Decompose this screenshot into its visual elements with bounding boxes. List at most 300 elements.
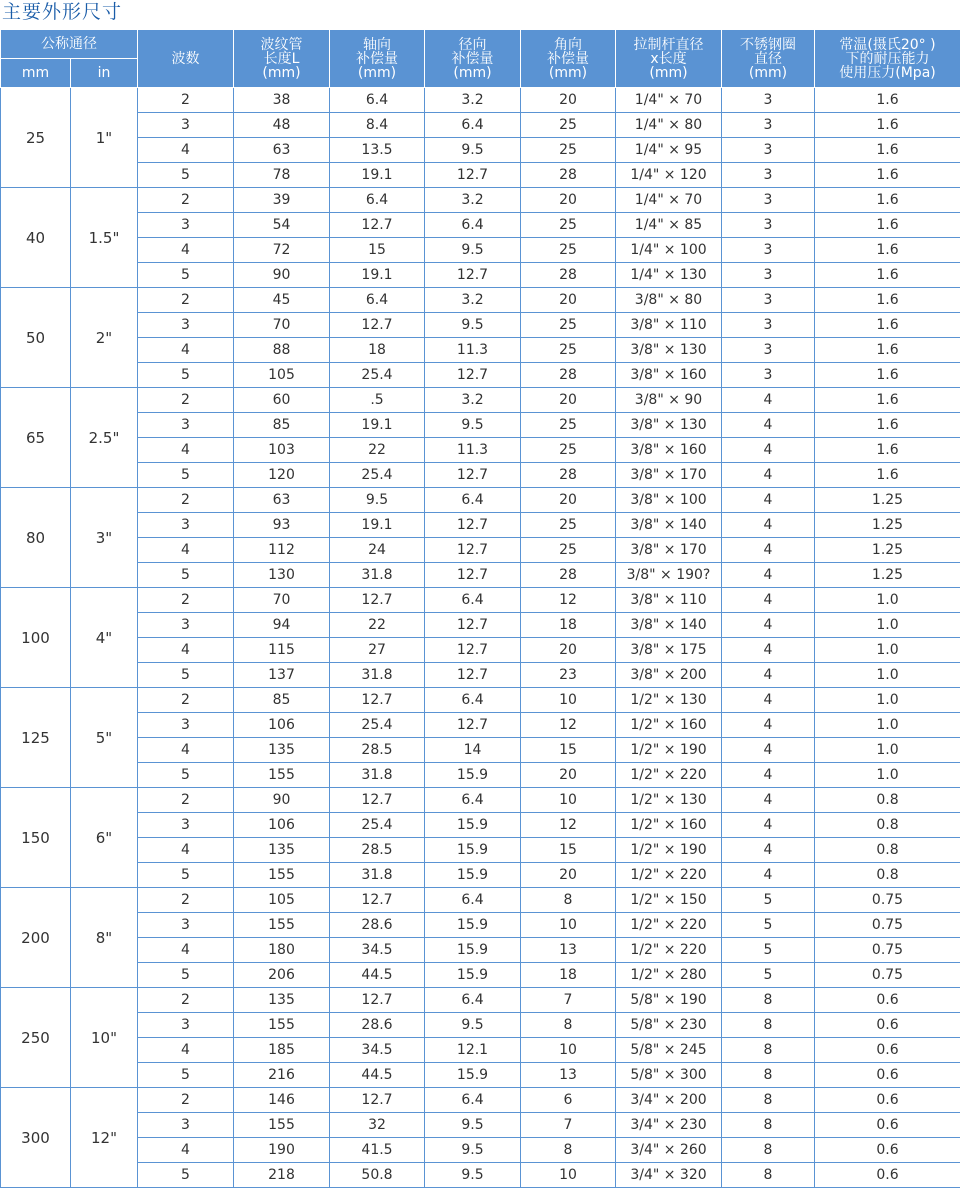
cell-axial: 28.6 [330,913,425,938]
cell-ring: 5 [722,888,815,913]
cell-axial: 6.4 [330,88,425,113]
header-line: 补偿量 [547,50,589,67]
cell-radial: 9.5 [425,1138,521,1163]
cell-nominal-in: 2.5" [71,388,138,488]
table-row [1,863,960,888]
cell-nominal-mm: 100 [1,588,71,688]
cell-radial: 3.2 [425,288,521,313]
cell-radial: 9.5 [425,138,521,163]
table-row [1,313,960,338]
cell-nominal-mm: 25 [1,88,71,188]
cell-pressure: 0.8 [815,813,960,838]
cell-waves: 2 [138,1088,234,1113]
cell-length: 115 [234,638,330,663]
cell-pressure: 1.0 [815,713,960,738]
cell-tierod: 1/2" × 160 [616,813,722,838]
cell-tierod: 1/2" × 160 [616,713,722,738]
cell-angular: 20 [521,88,616,113]
cell-tierod: 5/8" × 190 [616,988,722,1013]
cell-ring: 5 [722,963,815,988]
table-row [1,1063,960,1088]
cell-ring: 4 [722,663,815,688]
cell-axial: 12.7 [330,213,425,238]
cell-waves: 5 [138,563,234,588]
cell-length: 155 [234,863,330,888]
table-body [1,88,960,1188]
cell-axial: .5 [330,388,425,413]
cell-radial: 12.7 [425,163,521,188]
cell-angular: 18 [521,613,616,638]
cell-ring: 4 [722,813,815,838]
cell-length: 85 [234,413,330,438]
cell-angular: 20 [521,388,616,413]
cell-radial: 6.4 [425,788,521,813]
cell-tierod: 3/8" × 100 [616,488,722,513]
cell-axial: 8.4 [330,113,425,138]
cell-tierod: 1/4" × 100 [616,238,722,263]
cell-axial: 19.1 [330,163,425,188]
cell-pressure: 0.6 [815,1138,960,1163]
cell-angular: 28 [521,263,616,288]
table-row [1,238,960,263]
cell-length: 120 [234,463,330,488]
cell-nominal-in: 8" [71,888,138,988]
cell-radial: 12.7 [425,663,521,688]
cell-pressure: 0.6 [815,1063,960,1088]
cell-waves: 2 [138,588,234,613]
cell-waves: 3 [138,1113,234,1138]
cell-ring: 8 [722,1163,815,1188]
cell-length: 105 [234,888,330,913]
cell-axial: 18 [330,338,425,363]
table-row [1,838,960,863]
cell-pressure: 1.0 [815,638,960,663]
cell-angular: 18 [521,963,616,988]
cell-ring: 4 [722,538,815,563]
table-row [1,713,960,738]
cell-radial: 15.9 [425,863,521,888]
cell-tierod: 3/8" × 160 [616,438,722,463]
table-row [1,388,960,413]
cell-nominal-in: 12" [71,1088,138,1188]
cell-axial: 27 [330,638,425,663]
cell-length: 155 [234,763,330,788]
cell-ring: 4 [722,738,815,763]
cell-length: 180 [234,938,330,963]
cell-pressure: 1.6 [815,338,960,363]
cell-axial: 9.5 [330,488,425,513]
cell-axial: 25.4 [330,713,425,738]
cell-waves: 2 [138,388,234,413]
cell-radial: 6.4 [425,1088,521,1113]
cell-angular: 8 [521,888,616,913]
cell-tierod: 3/4" × 260 [616,1138,722,1163]
cell-waves: 2 [138,788,234,813]
table-row [1,563,960,588]
cell-waves: 4 [138,638,234,663]
cell-axial: 12.7 [330,313,425,338]
cell-length: 135 [234,988,330,1013]
cell-tierod: 1/2" × 220 [616,913,722,938]
cell-length: 63 [234,488,330,513]
cell-angular: 20 [521,763,616,788]
table-row [1,688,960,713]
cell-angular: 10 [521,913,616,938]
cell-axial: 12.7 [330,988,425,1013]
cell-length: 70 [234,588,330,613]
cell-radial: 6.4 [425,213,521,238]
cell-waves: 5 [138,263,234,288]
cell-angular: 28 [521,363,616,388]
cell-ring: 8 [722,1138,815,1163]
cell-tierod: 3/8" × 140 [616,513,722,538]
cell-radial: 3.2 [425,188,521,213]
table-row [1,1013,960,1038]
cell-nominal-in: 6" [71,788,138,888]
cell-waves: 5 [138,863,234,888]
table-row [1,663,960,688]
table-row [1,213,960,238]
table-row [1,513,960,538]
cell-tierod: 1/4" × 70 [616,188,722,213]
table-header [1,30,960,88]
cell-axial: 12.7 [330,1088,425,1113]
header-line: 长度L [263,50,300,67]
cell-nominal-in: 2" [71,288,138,388]
cell-radial: 12.7 [425,563,521,588]
cell-pressure: 1.6 [815,113,960,138]
header-mm: mm [1,59,71,88]
cell-angular: 7 [521,1113,616,1138]
cell-ring: 3 [722,288,815,313]
cell-length: 130 [234,563,330,588]
cell-ring: 4 [722,413,815,438]
cell-tierod: 1/2" × 220 [616,938,722,963]
cell-radial: 3.2 [425,88,521,113]
table-row [1,413,960,438]
cell-tierod: 3/8" × 175 [616,638,722,663]
cell-angular: 25 [521,338,616,363]
table-row [1,638,960,663]
cell-length: 45 [234,288,330,313]
cell-ring: 3 [722,363,815,388]
cell-ring: 8 [722,1038,815,1063]
table-row [1,463,960,488]
cell-waves: 3 [138,413,234,438]
cell-tierod: 1/4" × 85 [616,213,722,238]
cell-length: 155 [234,1013,330,1038]
cell-pressure: 1.0 [815,613,960,638]
cell-radial: 12.1 [425,1038,521,1063]
cell-axial: 41.5 [330,1138,425,1163]
cell-axial: 50.8 [330,1163,425,1188]
cell-pressure: 1.0 [815,588,960,613]
cell-angular: 6 [521,1088,616,1113]
cell-waves: 4 [138,438,234,463]
cell-tierod: 3/4" × 230 [616,1113,722,1138]
cell-waves: 3 [138,313,234,338]
cell-axial: 32 [330,1113,425,1138]
cell-axial: 6.4 [330,288,425,313]
cell-ring: 5 [722,938,815,963]
header-waves: 波数 [138,30,234,88]
cell-waves: 4 [138,1038,234,1063]
cell-angular: 8 [521,1013,616,1038]
cell-axial: 44.5 [330,963,425,988]
cell-pressure: 1.25 [815,563,960,588]
cell-tierod: 3/8" × 160 [616,363,722,388]
table-row [1,988,960,1013]
cell-pressure: 1.6 [815,313,960,338]
cell-angular: 28 [521,463,616,488]
cell-axial: 15 [330,238,425,263]
cell-waves: 2 [138,688,234,713]
header-line: 下的耐压能力 [845,50,930,67]
cell-radial: 12.7 [425,513,521,538]
header-line: (mm) [453,64,492,81]
cell-length: 112 [234,538,330,563]
header-tie-rod [616,30,722,88]
cell-ring: 4 [722,588,815,613]
cell-ring: 8 [722,1063,815,1088]
cell-nominal-mm: 50 [1,288,71,388]
cell-length: 105 [234,363,330,388]
cell-radial: 6.4 [425,113,521,138]
cell-angular: 10 [521,1038,616,1063]
cell-tierod: 3/4" × 320 [616,1163,722,1188]
cell-radial: 15.9 [425,813,521,838]
cell-length: 190 [234,1138,330,1163]
cell-angular: 20 [521,863,616,888]
table-row [1,888,960,913]
cell-ring: 4 [722,638,815,663]
cell-axial: 25.4 [330,813,425,838]
table-row [1,113,960,138]
header-line: (mm) [262,64,301,81]
cell-pressure: 1.0 [815,688,960,713]
cell-pressure: 0.75 [815,963,960,988]
cell-radial: 15.9 [425,1063,521,1088]
cell-ring: 4 [722,563,815,588]
cell-pressure: 1.6 [815,163,960,188]
cell-radial: 6.4 [425,688,521,713]
cell-nominal-mm: 125 [1,688,71,788]
table-row [1,188,960,213]
cell-length: 60 [234,388,330,413]
cell-waves: 2 [138,188,234,213]
cell-tierod: 3/8" × 130 [616,413,722,438]
cell-angular: 25 [521,213,616,238]
cell-tierod: 5/8" × 300 [616,1063,722,1088]
cell-pressure: 0.6 [815,1113,960,1138]
cell-waves: 3 [138,613,234,638]
dimensions-table [0,29,960,1188]
table-row [1,1038,960,1063]
table-row [1,1088,960,1113]
cell-axial: 31.8 [330,763,425,788]
cell-radial: 15.9 [425,963,521,988]
cell-tierod: 1/2" × 130 [616,788,722,813]
cell-ring: 3 [722,213,815,238]
cell-tierod: 1/4" × 120 [616,163,722,188]
cell-pressure: 0.75 [815,913,960,938]
cell-waves: 5 [138,163,234,188]
cell-waves: 4 [138,938,234,963]
cell-tierod: 3/8" × 140 [616,613,722,638]
cell-ring: 3 [722,88,815,113]
table-row [1,913,960,938]
cell-axial: 12.7 [330,588,425,613]
cell-waves: 4 [138,238,234,263]
cell-tierod: 1/2" × 280 [616,963,722,988]
cell-waves: 4 [138,738,234,763]
cell-radial: 6.4 [425,888,521,913]
cell-ring: 3 [722,113,815,138]
cell-pressure: 1.25 [815,488,960,513]
cell-radial: 9.5 [425,1163,521,1188]
cell-ring: 3 [722,238,815,263]
header-line: 不锈钢圈 [740,36,796,53]
cell-pressure: 0.75 [815,938,960,963]
cell-radial: 12.7 [425,463,521,488]
cell-pressure: 1.6 [815,438,960,463]
cell-radial: 14 [425,738,521,763]
cell-length: 90 [234,788,330,813]
table-row [1,363,960,388]
cell-tierod: 5/8" × 230 [616,1013,722,1038]
cell-pressure: 1.6 [815,138,960,163]
header-line: x长度 [650,50,687,67]
cell-angular: 10 [521,688,616,713]
table-row [1,538,960,563]
header-working-pressure [815,30,960,88]
cell-pressure: 0.6 [815,1013,960,1038]
table-row [1,963,960,988]
cell-radial: 12.7 [425,363,521,388]
cell-ring: 4 [722,763,815,788]
cell-pressure: 0.8 [815,838,960,863]
cell-ring: 8 [722,1113,815,1138]
cell-pressure: 0.6 [815,1038,960,1063]
cell-nominal-mm: 80 [1,488,71,588]
cell-length: 54 [234,213,330,238]
cell-axial: 19.1 [330,413,425,438]
cell-length: 103 [234,438,330,463]
cell-radial: 15.9 [425,913,521,938]
cell-angular: 10 [521,1163,616,1188]
cell-length: 78 [234,163,330,188]
cell-radial: 15.9 [425,838,521,863]
cell-waves: 2 [138,888,234,913]
cell-ring: 4 [722,713,815,738]
cell-nominal-mm: 300 [1,1088,71,1188]
cell-angular: 20 [521,488,616,513]
cell-pressure: 1.6 [815,188,960,213]
cell-tierod: 5/8" × 245 [616,1038,722,1063]
table-row [1,263,960,288]
cell-radial: 12.7 [425,713,521,738]
cell-tierod: 3/8" × 200 [616,663,722,688]
cell-pressure: 0.8 [815,863,960,888]
cell-waves: 5 [138,963,234,988]
table-row [1,338,960,363]
cell-radial: 6.4 [425,988,521,1013]
cell-ring: 3 [722,138,815,163]
cell-pressure: 1.6 [815,238,960,263]
cell-ring: 4 [722,688,815,713]
cell-waves: 5 [138,663,234,688]
cell-length: 135 [234,738,330,763]
header-line: 角向 [554,36,582,53]
cell-waves: 4 [138,1138,234,1163]
header-line: 补偿量 [451,50,494,67]
table-row [1,938,960,963]
cell-angular: 25 [521,438,616,463]
cell-waves: 2 [138,988,234,1013]
cell-axial: 25.4 [330,363,425,388]
cell-pressure: 1.0 [815,763,960,788]
cell-axial: 31.8 [330,663,425,688]
table-row [1,813,960,838]
cell-nominal-mm: 65 [1,388,71,488]
cell-length: 93 [234,513,330,538]
cell-axial: 24 [330,538,425,563]
cell-waves: 5 [138,463,234,488]
header-line: 径向 [458,36,487,53]
cell-axial: 34.5 [330,1038,425,1063]
cell-tierod: 1/2" × 190 [616,838,722,863]
cell-angular: 20 [521,188,616,213]
cell-tierod: 3/8" × 80 [616,288,722,313]
cell-waves: 3 [138,113,234,138]
cell-length: 185 [234,1038,330,1063]
cell-tierod: 3/4" × 200 [616,1088,722,1113]
header-bellows-length [234,30,330,88]
cell-waves: 4 [138,838,234,863]
cell-radial: 11.3 [425,338,521,363]
cell-tierod: 3/8" × 130 [616,338,722,363]
header-line: 轴向 [363,36,391,53]
cell-axial: 12.7 [330,888,425,913]
cell-angular: 25 [521,238,616,263]
cell-length: 218 [234,1163,330,1188]
table-row [1,588,960,613]
cell-ring: 3 [722,188,815,213]
cell-angular: 25 [521,513,616,538]
cell-axial: 22 [330,438,425,463]
cell-length: 155 [234,1113,330,1138]
table-row [1,488,960,513]
cell-waves: 5 [138,763,234,788]
cell-tierod: 1/4" × 130 [616,263,722,288]
cell-axial: 31.8 [330,563,425,588]
cell-waves: 5 [138,363,234,388]
cell-axial: 13.5 [330,138,425,163]
cell-length: 88 [234,338,330,363]
header-axial-compensation [330,30,425,88]
cell-tierod: 3/8" × 110 [616,313,722,338]
cell-nominal-in: 1.5" [71,188,138,288]
cell-angular: 25 [521,138,616,163]
cell-pressure: 1.6 [815,363,960,388]
cell-length: 72 [234,238,330,263]
page-title: 主要外形尺寸 [2,1,123,23]
cell-waves: 4 [138,538,234,563]
cell-pressure: 1.6 [815,213,960,238]
cell-ring: 8 [722,1013,815,1038]
cell-waves: 2 [138,488,234,513]
table-row [1,138,960,163]
